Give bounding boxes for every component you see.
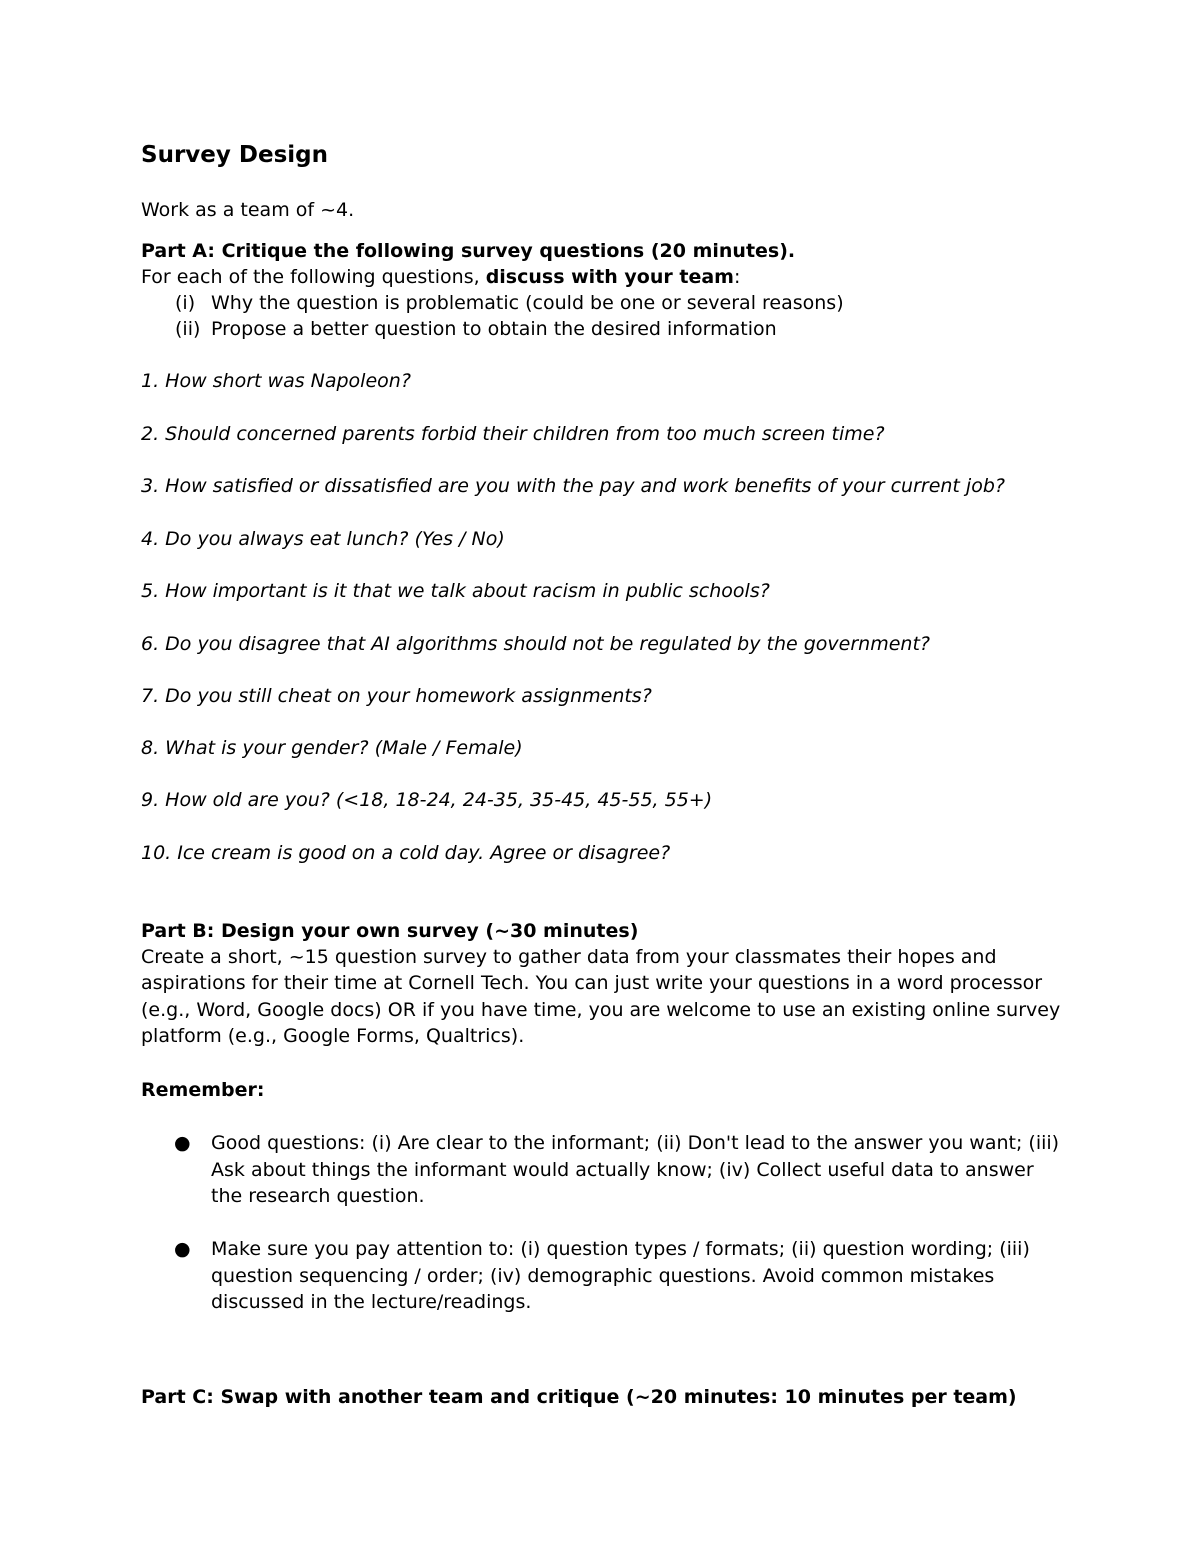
part-a-instruction: [141, 264, 740, 290]
question-item: 9. How old are you? (<18, 18-24, 24-35, 35-45, 45-55, 55+): [141, 789, 713, 811]
question-item: 4. Do you always eat lunch? (Yes / No): [141, 528, 505, 550]
sub-item-number: (ii): [175, 318, 201, 340]
remember-label: Remember:: [141, 1079, 265, 1101]
bullet-text: Good questions: (i) Are clear to the informant; (ii) Don't lead to the answer you want; (iii) Ask about things the informant would actually know; (iv) Collect useful data to answer the research question.: [211, 1132, 1060, 1207]
sub-item-number: (i): [175, 292, 196, 314]
sub-item-text: Why the question is problematic (could be one or several reasons): [211, 292, 844, 314]
part-c-heading: Part C: Swap with another team and critique (~20 minutes: 10 minutes per team): [141, 1386, 1017, 1408]
question-item: 3. How satisfied or dissatisfied are you with the pay and work benefits of your current job?: [141, 475, 1005, 497]
document-title: Survey Design: [141, 142, 328, 168]
intro-text: Work as a team of ~4.: [141, 199, 355, 221]
sub-item-text: Propose a better question to obtain the desired information: [211, 318, 777, 340]
bullet-text: Make sure you pay attention to: (i) question types / formats; (ii) question wording; (iii) question sequencing / order; (iv) demographic questions. Avoid common mistakes discussed in the lecture/readings.: [211, 1238, 1030, 1313]
sub-item: [175, 290, 844, 316]
part-a-instruction-suffix: :: [733, 266, 741, 288]
part-a-instruction-prefix: For each of the following questions,: [141, 266, 486, 288]
bullet-icon: ●: [174, 1238, 191, 1260]
question-item: 2. Should concerned parents forbid their children from too much screen time?: [141, 423, 885, 445]
part-b-paragraph: Create a short, ~15 question survey to gather data from your classmates their hopes and aspirations for their time at Cornell Tech. You can just write your questions in a word processor (e.g., Word, Google docs) OR if you have time, you are welcome to use an existing online survey platform (e.g., Google Forms, Qualtrics).: [141, 946, 1061, 1047]
question-item: 10. Ice cream is good on a cold day. Agree or disagree?: [141, 842, 671, 864]
question-item: 8. What is your gender? (Male / Female): [141, 737, 523, 759]
document-page: [141, 0, 1066, 1553]
part-a-heading: Part A: Critique the following survey questions (20 minutes).: [141, 240, 796, 262]
list-item: [141, 1130, 1066, 1210]
part-b-heading: Part B: Design your own survey (~30 minutes): [141, 920, 639, 942]
question-item: 7. Do you still cheat on your homework assignments?: [141, 685, 652, 707]
question-item: 1. How short was Napoleon?: [141, 370, 411, 392]
question-item: 6. Do you disagree that AI algorithms should not be regulated by the government?: [141, 633, 930, 655]
part-a-instruction-bold: discuss with your team: [485, 266, 734, 288]
bullet-icon: ●: [174, 1132, 191, 1154]
sub-item: [175, 316, 777, 342]
question-item: 5. How important is it that we talk about racism in public schools?: [141, 580, 770, 602]
list-item: [141, 1236, 1066, 1316]
